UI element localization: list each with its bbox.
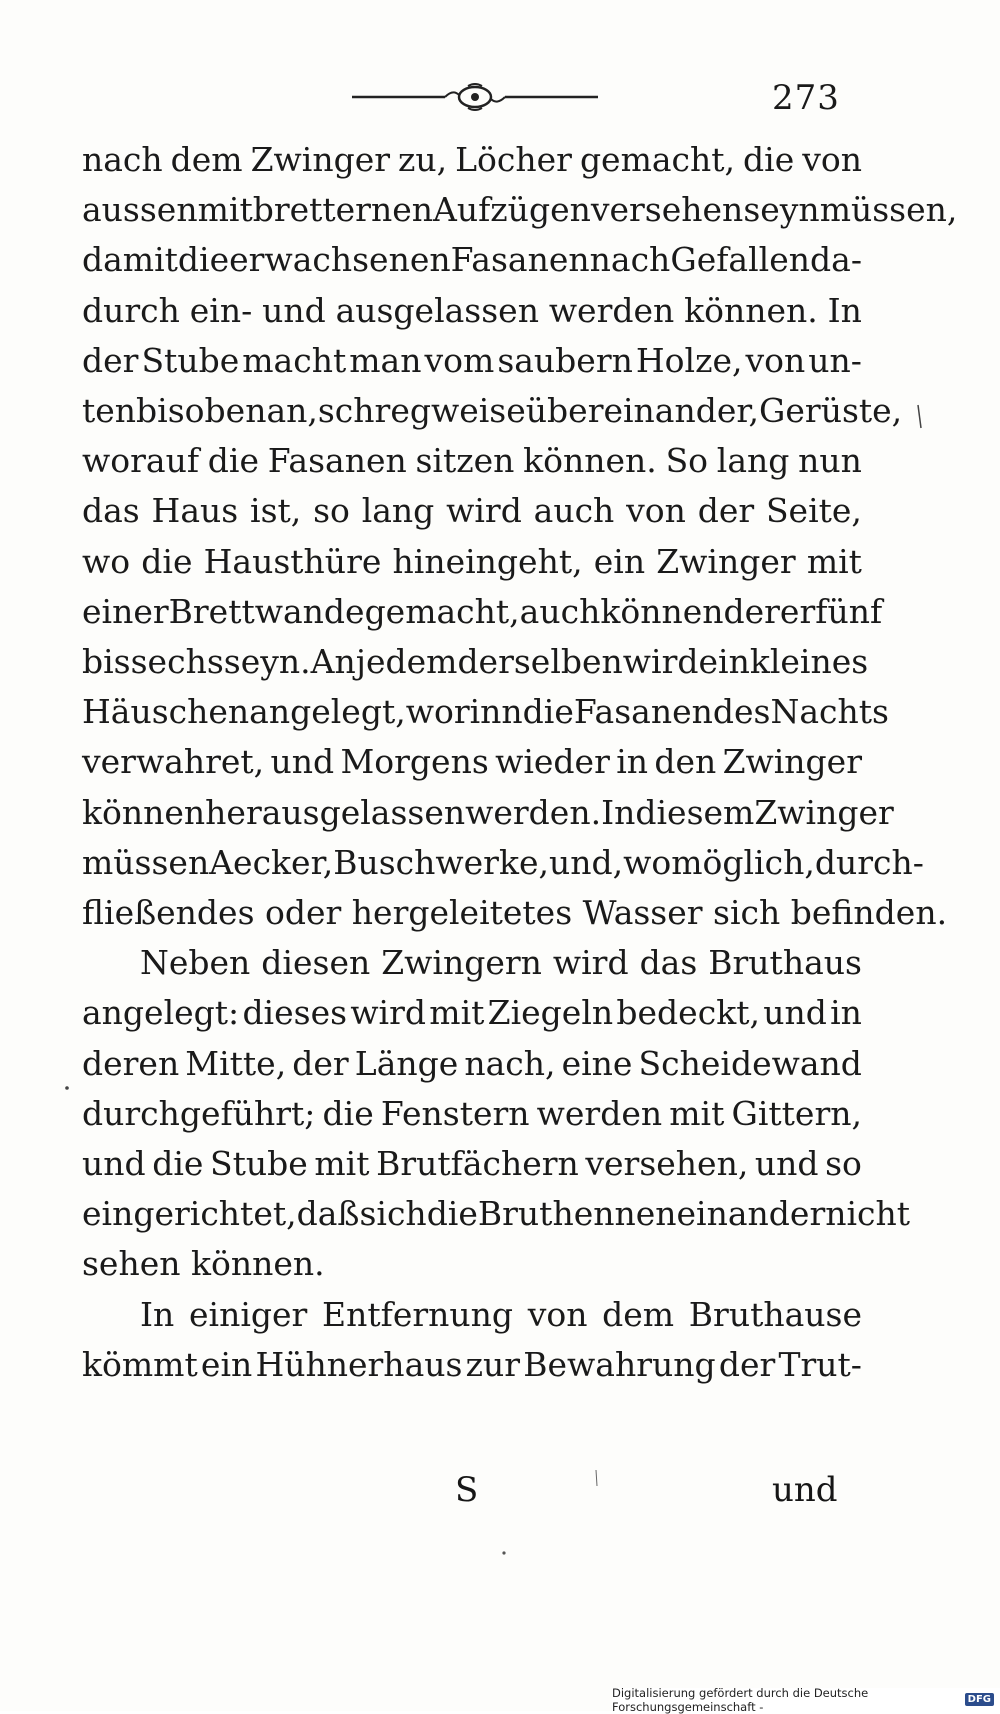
- word: Bruthennen: [477, 1194, 677, 1234]
- word: Ziegeln: [487, 993, 614, 1033]
- word: einander: [676, 1194, 826, 1234]
- word: Holze,: [635, 340, 743, 380]
- word: oben: [184, 391, 267, 430]
- word: und: [763, 993, 827, 1033]
- word: die: [522, 692, 574, 732]
- word: Hühnerhaus: [255, 1344, 463, 1384]
- word: auch: [519, 591, 601, 631]
- word: zu,: [398, 140, 448, 179]
- word: Zwinger: [250, 140, 391, 179]
- word: mit: [314, 1144, 370, 1183]
- word: das: [82, 491, 140, 531]
- word: fünf: [815, 591, 883, 631]
- word: Neben: [140, 943, 251, 983]
- word: Trut-: [778, 1344, 862, 1384]
- word: werden: [548, 290, 675, 330]
- word: verwahret,: [82, 742, 265, 782]
- word: eine: [561, 1043, 633, 1083]
- word: Zwinger: [754, 792, 894, 832]
- word: So: [665, 441, 709, 481]
- word: In: [601, 792, 636, 832]
- word: einer: [82, 591, 169, 631]
- word: von: [527, 1294, 588, 1334]
- footer-credit: Digitalisierung gefördert durch die Deutsche Forschungsgemeinschaft -: [612, 1685, 869, 1714]
- word: ein: [593, 541, 646, 581]
- word: ein: [698, 642, 750, 681]
- word: derselben: [457, 642, 623, 681]
- word: Bewahrung: [523, 1344, 716, 1384]
- word: bis: [82, 642, 131, 681]
- word: von: [626, 491, 686, 531]
- word: ein: [200, 1344, 253, 1384]
- word: der: [292, 1043, 349, 1083]
- word: Brettwande: [168, 591, 365, 631]
- word: diesen: [261, 943, 371, 983]
- word: man: [349, 340, 422, 380]
- word: können.: [523, 441, 657, 481]
- word: lang: [716, 441, 790, 481]
- word: an,: [266, 391, 318, 430]
- word: Häuschen: [82, 692, 250, 732]
- word: herausgelassen: [205, 792, 466, 832]
- word: schregweise: [317, 391, 526, 430]
- word: Stube: [210, 1144, 308, 1183]
- word: können.: [684, 290, 818, 330]
- word: Seite,: [765, 491, 862, 531]
- word: der: [718, 1344, 776, 1384]
- word: zur: [465, 1344, 521, 1384]
- word: und,: [548, 842, 624, 882]
- word: Brutfächern: [376, 1144, 579, 1183]
- word: die: [743, 140, 795, 179]
- word: da-: [810, 240, 862, 280]
- word: nach: [82, 140, 163, 179]
- word: können: [600, 591, 724, 631]
- word: Entfernung: [322, 1294, 514, 1334]
- word: Gittern,: [731, 1093, 862, 1133]
- word: durch: [82, 290, 180, 330]
- word: Bruthaus: [708, 943, 862, 983]
- word: von: [745, 340, 806, 380]
- word: wird: [552, 943, 629, 983]
- word: mit: [429, 993, 485, 1033]
- word: un-: [808, 340, 862, 380]
- word: Buschwerke,: [333, 842, 549, 882]
- word: worinn: [405, 692, 523, 732]
- word: wird: [622, 642, 699, 681]
- word: Haus: [151, 491, 239, 531]
- word: nach,: [464, 1043, 556, 1083]
- word: müssen,: [819, 190, 958, 230]
- word: ten: [82, 391, 137, 430]
- word: deren: [82, 1043, 180, 1083]
- word: mit: [806, 541, 862, 581]
- word: Hausthüre: [203, 541, 382, 581]
- word: versehen,: [585, 1144, 749, 1183]
- word: der: [82, 340, 139, 380]
- word: bis: [136, 391, 185, 430]
- word: die: [152, 1144, 204, 1183]
- dfg-logo-icon: DFG: [965, 1693, 994, 1706]
- word: erwachsenen: [229, 240, 451, 280]
- word: und: [262, 290, 326, 330]
- word: Zwinger: [656, 541, 796, 581]
- word: übereinander,: [525, 391, 760, 430]
- word: damit: [82, 240, 178, 280]
- word: Bruthause: [688, 1294, 862, 1334]
- word: Löcher: [455, 140, 572, 179]
- word: diesem: [635, 792, 755, 832]
- word: auch: [533, 491, 615, 531]
- signature-mark: S: [455, 1470, 479, 1510]
- word: wird: [446, 491, 522, 531]
- word: den: [654, 742, 717, 782]
- word: Mitte,: [185, 1043, 287, 1083]
- word: sitzen: [415, 441, 515, 481]
- page-number: 273: [772, 78, 840, 118]
- word: nicht: [825, 1194, 911, 1234]
- word: die: [141, 541, 193, 581]
- word: seyn.: [223, 642, 311, 681]
- word: nun: [798, 441, 862, 481]
- word: einiger: [188, 1294, 308, 1334]
- word: ein-: [189, 290, 253, 330]
- word: aussen: [82, 190, 198, 230]
- word: Fasanen: [267, 441, 407, 481]
- word: Aecker,: [209, 842, 334, 882]
- word: daß: [296, 1194, 360, 1234]
- word: durchgeführt;: [82, 1093, 316, 1133]
- word: dieses: [242, 993, 348, 1033]
- word: werden.: [465, 792, 602, 832]
- word: so: [313, 491, 350, 531]
- word: sechs: [130, 642, 224, 681]
- word: vom: [424, 340, 495, 380]
- word: derer: [723, 591, 816, 631]
- word: Zwinger: [722, 742, 862, 782]
- word: angelegt:: [82, 993, 240, 1033]
- word: wo: [82, 541, 131, 581]
- word: Morgens: [340, 742, 489, 782]
- word: dem: [602, 1294, 675, 1334]
- word: Scheidewand: [638, 1043, 862, 1083]
- word: und: [270, 742, 335, 782]
- catchword: und: [772, 1470, 838, 1510]
- word: seyn: [743, 190, 820, 230]
- word: möglich,: [671, 842, 815, 882]
- word: bedeckt,: [616, 993, 760, 1033]
- word: In: [140, 1294, 175, 1334]
- word: in: [830, 993, 862, 1033]
- word: die: [207, 441, 259, 481]
- word: Nachts: [770, 692, 889, 732]
- word: ist,: [250, 491, 302, 531]
- word: kömmt: [82, 1344, 198, 1384]
- word: von: [802, 140, 862, 179]
- word: durch-: [814, 842, 924, 882]
- word: gemacht,: [364, 591, 520, 631]
- word: das: [639, 943, 698, 983]
- word: sich: [359, 1194, 427, 1234]
- word: An: [310, 642, 356, 681]
- word: versehen: [590, 190, 744, 230]
- word: müssen: [82, 842, 210, 882]
- word: lang: [361, 491, 435, 531]
- word: saubern: [497, 340, 633, 380]
- word: und: [754, 1144, 819, 1183]
- word: Fenstern: [380, 1093, 530, 1133]
- word: mit: [669, 1093, 725, 1133]
- word: die: [177, 240, 230, 280]
- word: wieder: [495, 742, 610, 782]
- word: dem: [170, 140, 243, 179]
- word: angelegt,: [249, 692, 406, 732]
- word: eingerichtet,: [82, 1194, 297, 1234]
- word: Zwingern: [381, 943, 542, 983]
- word: Gerüste,: [759, 391, 903, 430]
- word: Gefallen: [670, 240, 810, 280]
- word: macht: [242, 340, 347, 380]
- text-line: sehen können.: [82, 1244, 325, 1284]
- word: in: [616, 742, 648, 782]
- word: und: [82, 1144, 146, 1183]
- word: jedem: [355, 642, 458, 681]
- word: Aufzügen: [433, 190, 591, 230]
- word: der: [697, 491, 755, 531]
- word: mit: [197, 190, 253, 230]
- word: des: [712, 692, 771, 732]
- word: die: [426, 1194, 478, 1234]
- text-line: fließendes oder hergeleitetes Wasser sich befinden.: [82, 893, 948, 932]
- word: Stube: [141, 340, 240, 380]
- word: In: [827, 290, 862, 330]
- word: die: [322, 1093, 374, 1133]
- word: hineingeht,: [392, 541, 583, 581]
- word: Fasanen: [450, 240, 590, 280]
- word: ausgelassen: [335, 290, 539, 330]
- word: Fasanen: [573, 692, 713, 732]
- word: wo: [623, 842, 672, 882]
- word: können: [82, 792, 206, 832]
- word: wird: [350, 993, 427, 1033]
- word: gemacht,: [579, 140, 736, 179]
- digitization-footer: [612, 1685, 1000, 1714]
- word: so: [825, 1144, 862, 1183]
- word: Länge: [354, 1043, 459, 1083]
- word: worauf: [82, 441, 200, 481]
- word: werden: [536, 1093, 663, 1133]
- word: bretternen: [252, 190, 433, 230]
- word: kleines: [749, 642, 869, 681]
- word: nach: [589, 240, 671, 280]
